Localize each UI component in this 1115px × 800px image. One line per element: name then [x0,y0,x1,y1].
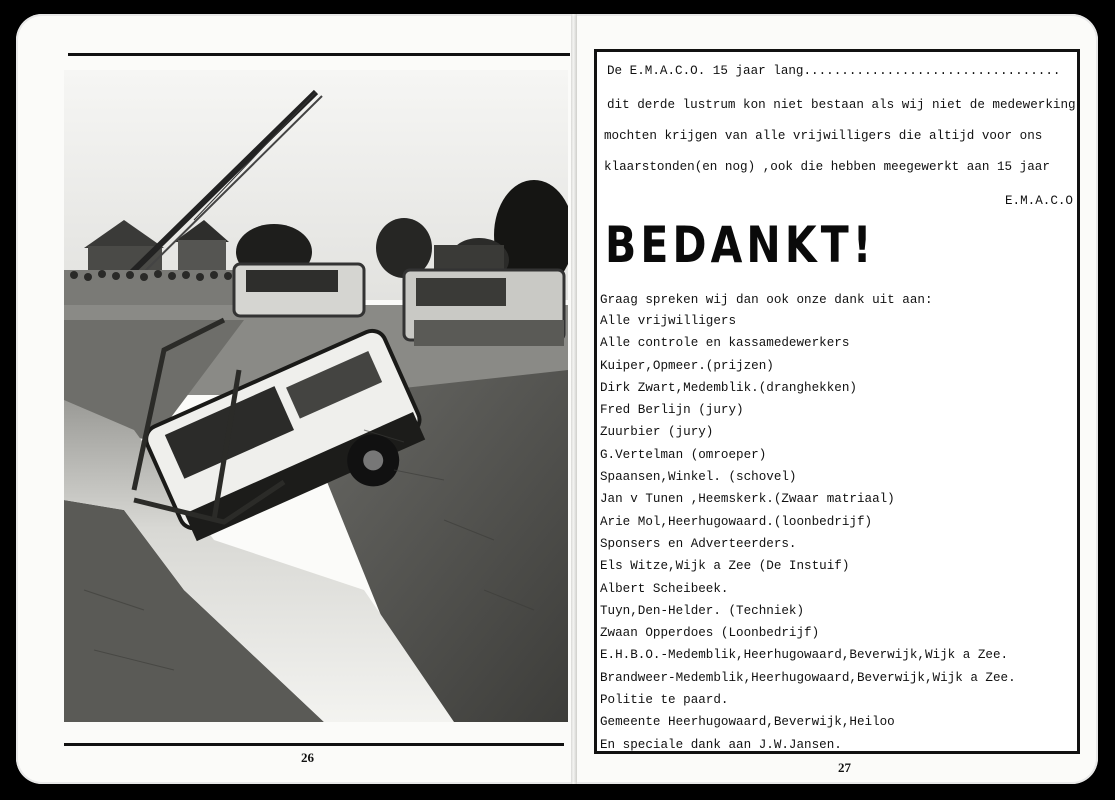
list-item: G.Vertelman (omroeper) [600,447,767,462]
intro-line-4: klaarstonden(en nog) ,ook die hebben meegewerkt aan 15 jaar [604,160,1050,174]
list-item: Brandweer-Medemblik,Heerhugowaard,Beverwijk,Wijk a Zee. [600,670,1016,685]
list-item: Els Witze,Wijk a Zee (De Instuif) [600,559,850,574]
top-rule [68,53,570,56]
thank-you-frame [594,49,1080,754]
list-item: Fred Berlijn (jury) [600,403,744,418]
list-item: E.H.B.O.-Medemblik,Heerhugowaard,Beverwijk,Wijk a Zee. [600,648,1009,663]
book-gutter [571,14,577,784]
thanks-lead: Graag spreken wij dan ook onze dank uit aan: [600,293,933,307]
list-item: En speciale dank aan J.W.Jansen. [600,737,842,752]
intro-line-1: De E.M.A.C.O. 15 jaar lang.................................. [607,64,1061,78]
intro-line-2: dit derde lustrum kon niet bestaan als wij niet de medewerking [607,98,1076,112]
list-item: Sponsers en Adverteerders. [600,536,797,551]
list-item: Arie Mol,Heerhugowaard.(loonbedrijf) [600,514,873,529]
list-item: Tuyn,Den-Helder. (Techniek) [600,603,805,618]
page-number-right: 27 [838,760,851,775]
thanks-list [600,310,1016,756]
list-item: Albert Scheibeek. [600,581,729,596]
list-item: Jan v Tunen ,Heemskerk.(Zwaar matriaal) [600,492,895,507]
list-item: Politie te paard. [600,693,729,708]
booklet-spread [16,14,1098,784]
list-item: Kuiper,Opmeer.(prijzen) [600,358,774,373]
headline: BEDANKT! [605,216,876,274]
page-number-left: 26 [301,750,314,765]
list-item: Spaansen,Winkel. (schovel) [600,470,797,485]
signature: E.M.A.C.O [1004,194,1073,208]
list-item: Zwaan Opperdoes (Loonbedrijf) [600,626,820,641]
bottom-rule [64,743,564,746]
list-item: Dirk Zwart,Medemblik.(dranghekken) [600,380,857,395]
list-item: Gemeente Heerhugowaard,Beverwijk,Heiloo [600,715,895,730]
intro-line-3: mochten krijgen van alle vrijwilligers die altijd voor ons [604,129,1043,143]
list-item: Zuurbier (jury) [600,425,714,440]
photo-car-in-ditch [64,70,568,722]
list-item: Alle vrijwilligers [600,314,737,328]
list-item: Alle controle en kassamedewerkers [600,336,850,351]
